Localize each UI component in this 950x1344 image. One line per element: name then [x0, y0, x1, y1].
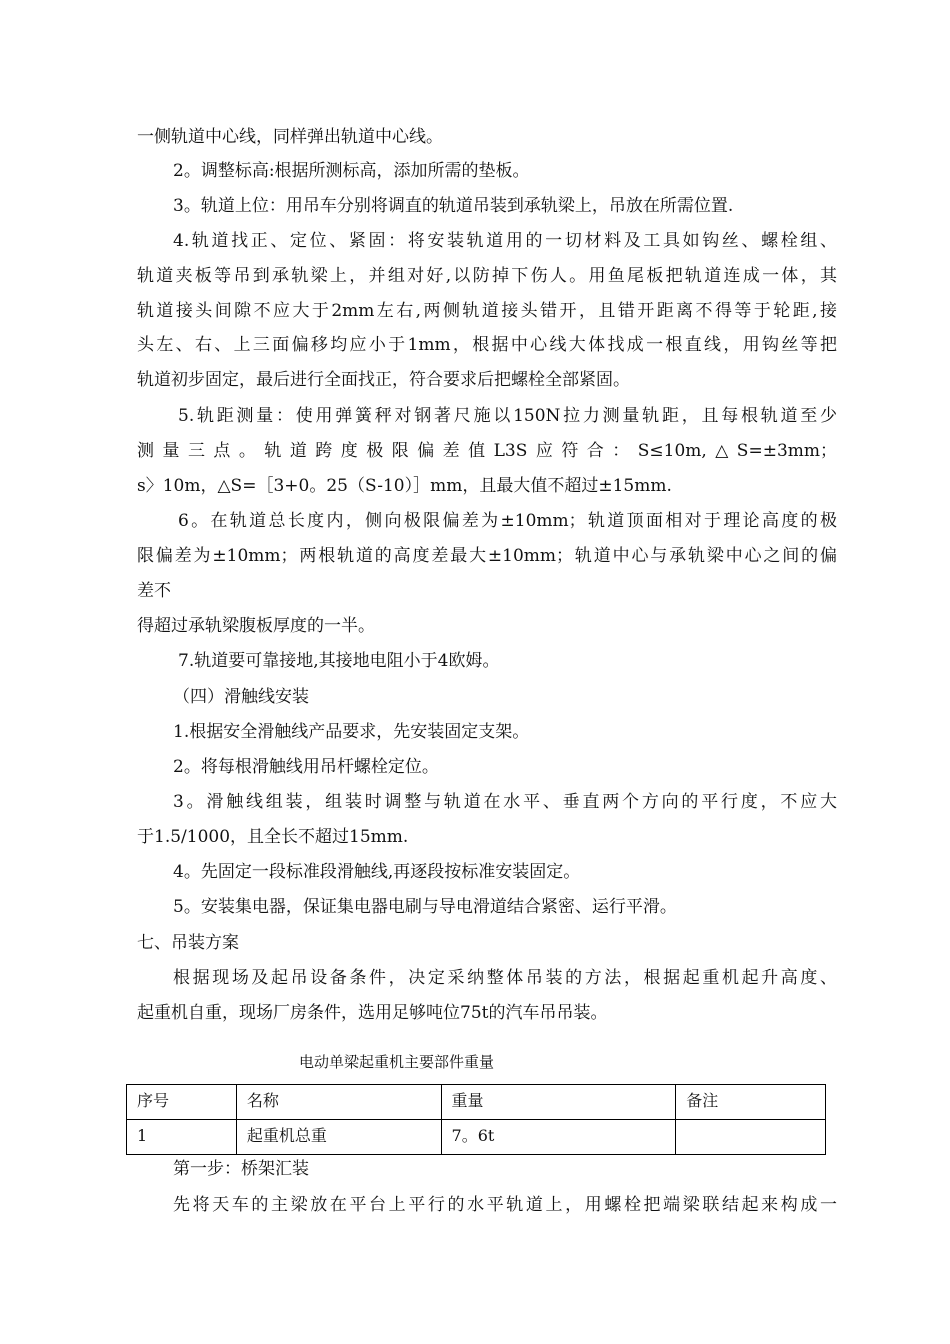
table-cell: 1 — [127, 1120, 237, 1155]
paragraph-line: 4.轨道找正、定位、紧固：将安装轨道用的一切材料及工具如钩丝、螺栓组、 — [173, 231, 837, 251]
paragraph-line: 差不 — [137, 581, 171, 601]
paragraph-line: 6。在轨道总长度内，侧向极限偏差为±10mm；轨道顶面相对于理论高度的极 — [178, 511, 837, 531]
paragraph-line: 7.轨道要可靠接地,其接地电阻小于4欧姆。 — [178, 651, 500, 671]
paragraph-line: 起重机自重，现场厂房条件，选用足够吨位75t的汽车吊吊装。 — [137, 1003, 608, 1023]
paragraph-line: 轨道接头间隙不应大于2mm左右,两侧轨道接头错开，且错开距离不得等于轮距,接 — [137, 301, 837, 321]
table-cell: 起重机总重 — [236, 1120, 441, 1155]
paragraph-line: 轨道夹板等吊到承轨梁上，并组对好,以防掉下伤人。用鱼尾板把轨道连成一体，其 — [137, 266, 837, 286]
paragraph-line: 3。滑触线组装，组装时调整与轨道在水平、垂直两个方向的平行度，不应大 — [173, 792, 837, 812]
paragraph-line: 5。安装集电器，保证集电器电刷与导电滑道结合紧密、运行平滑。 — [173, 897, 677, 917]
paragraph-line: 2。调整标高:根据所测标高，添加所需的垫板。 — [173, 161, 530, 181]
paragraph-line: 2。将每根滑触线用吊杆螺栓定位。 — [173, 757, 439, 777]
table-header-row — [127, 1085, 826, 1120]
paragraph-line: 得超过承轨梁腹板厚度的一半。 — [137, 616, 375, 636]
paragraph-line: 限偏差为±10mm；两根轨道的高度差最大±10mm；轨道中心与承轨梁中心之间的偏 — [137, 546, 837, 566]
section-heading: （四）滑触线安装 — [173, 687, 309, 707]
header-cell: 重量 — [441, 1085, 676, 1120]
table-row — [127, 1120, 826, 1155]
paragraph-line: 4。先固定一段标准段滑触线,再逐段按标准安装固定。 — [173, 862, 581, 882]
paragraph-line: 于1.5/1000，且全长不超过15mm. — [137, 827, 409, 847]
header-cell: 名称 — [236, 1085, 441, 1120]
header-cell: 备注 — [676, 1085, 826, 1120]
table-caption: 电动单梁起重机主要部件重量 — [299, 1053, 495, 1071]
table-cell — [676, 1120, 826, 1155]
table-cell: 7。6t — [441, 1120, 676, 1155]
paragraph-line: 先将天车的主梁放在平台上平行的水平轨道上，用螺栓把端梁联结起来构成一 — [173, 1195, 837, 1215]
paragraph-line: 一侧轨道中心线，同样弹出轨道中心线。 — [137, 127, 443, 147]
paragraph-line: 头左、右、上三面偏移均应小于1mm，根据中心线大体找成一根直线，用钩丝等把 — [137, 335, 837, 355]
step-heading: 第一步：桥架汇装 — [173, 1159, 309, 1179]
paragraph-line: 1.根据安全滑触线产品要求，先安装固定支架。 — [173, 722, 530, 742]
paragraph-line: 测量三点。轨道跨度极限偏差值L3S应符合：S≤10m,△S=±3mm； — [137, 441, 837, 461]
paragraph-line: 根据现场及起吊设备条件，决定采纳整体吊装的方法，根据起重机起升高度、 — [173, 968, 837, 988]
paragraph-line: 5.轨距测量：使用弹簧秤对钢著尺施以150N拉力测量轨距，且每根轨道至少 — [178, 406, 837, 426]
weight-table — [126, 1084, 826, 1155]
paragraph-line: s〉10m，△S=［3+0。25（S-10）］mm，且最大值不超过±15mm. — [137, 476, 672, 496]
paragraph-line: 轨道初步固定，最后进行全面找正，符合要求后把螺栓全部紧固。 — [137, 370, 630, 390]
header-cell: 序号 — [127, 1085, 237, 1120]
paragraph-line: 3。轨道上位：用吊车分别将调直的轨道吊装到承轨梁上，吊放在所需位置. — [173, 196, 734, 216]
section-heading: 七、吊装方案 — [137, 933, 239, 953]
